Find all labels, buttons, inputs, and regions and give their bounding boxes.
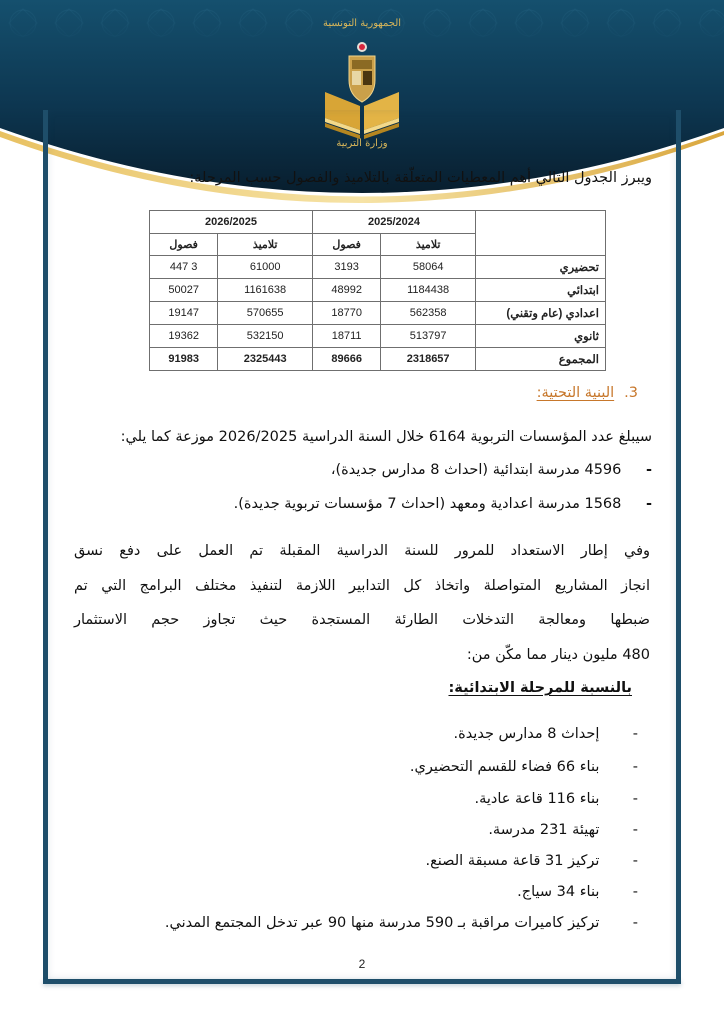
cell-classes-2025: 19147 [150,302,218,325]
list-marker: - [632,915,638,931]
table-year-header: 2025/2024 [313,211,476,234]
table-corner-cell [476,211,606,256]
bullet-item [234,496,652,512]
cell-classes-2025: 91983 [150,348,218,371]
paragraph-line: وفي إطار الاستعداد للمرور للسنة الدراسية المقبلة تم العمل على دفع نسق [74,543,650,559]
cell-students-2024: 58064 [381,256,476,279]
list-item [425,853,638,869]
primary-stage-heading: بالنسبة للمرحلة الابتدائية: [448,680,632,696]
bullet-marker: - [645,496,652,512]
table-row [150,256,606,279]
list-marker: - [632,759,638,775]
row-label: اعدادي (عام وتقني) [476,302,606,325]
cell-classes-2025: 19362 [150,325,218,348]
cell-classes-2024: 18770 [313,302,381,325]
list-item-text: إحداث 8 مدارس جديدة. [453,726,600,742]
republic-name: الجمهورية التونسية [322,18,402,29]
table-total-row [150,348,606,371]
list-marker: - [632,726,638,742]
table-header-row [150,211,606,234]
list-item-text: بناء 116 قاعة عادية. [474,791,600,807]
cell-students-2024: 2318657 [381,348,476,371]
paragraph-line: انجاز المشاريع المتواصلة واتخاذ كل التدابير اللازمة لتنفيذ مختلف البرامج التي تم [74,577,650,594]
cell-classes-2024: 48992 [313,279,381,302]
table-column-header: تلاميذ [218,234,313,256]
section-heading [537,385,638,401]
bullet-text: 4596 مدرسة ابتدائية (احداث 8 مدارس جديدة)، [330,462,622,478]
institutions-paragraph: سيبلغ عدد المؤسسات التربوية 6164 خلال السنة الدراسية 2026/2025 موزعة كما يلي: [120,429,652,445]
row-label: تحضيري [476,256,606,279]
bullet-text: 1568 مدرسة اعدادية ومعهد (احداث 7 مؤسسات تربوية جديدة). [233,496,622,512]
list-item [474,791,638,807]
cell-students-2025: 1161638 [218,279,313,302]
list-item [488,822,638,838]
cell-classes-2024: 18711 [313,325,381,348]
paragraph-line: 480 مليون دينار مما مكّن من: [466,646,650,663]
list-item-text: بناء 66 فضاء للقسم التحضيري. [409,759,600,775]
list-item-text: تركيز 31 قاعة مسبقة الصنع. [425,853,600,869]
table-column-header: تلاميذ [381,234,476,256]
row-label: ابتدائي [476,279,606,302]
section-title: البنية التحتية: [536,385,615,401]
row-label: المجموع [476,348,606,371]
list-marker: - [632,853,638,869]
cell-students-2024: 1184438 [381,279,476,302]
list-marker: - [632,884,638,900]
ministry-logo [312,18,412,148]
cell-students-2025: 570655 [218,302,313,325]
list-marker: - [632,791,638,807]
cell-students-2024: 562358 [381,302,476,325]
investment-paragraph [74,534,650,672]
list-item [410,759,638,775]
list-item-text: تركيز كاميرات مراقبة بـ 590 مدرسة منها 90 عبر تدخل المجتمع المدني. [164,915,600,931]
table-year-header: 2026/2025 [150,211,313,234]
list-item [517,884,638,900]
students-classes-table [149,210,606,371]
cell-students-2024: 513797 [381,325,476,348]
cell-students-2025: 532150 [218,325,313,348]
bullet-item [331,462,652,478]
ministry-name: وزارة التربية [336,138,388,149]
cell-students-2025: 61000 [218,256,313,279]
table-column-header: فصول [313,234,381,256]
table-row [150,302,606,325]
section-number: 3. [624,385,638,401]
cell-classes-2025: 50027 [150,279,218,302]
cell-classes-2024: 89666 [313,348,381,371]
table-intro-text: ويبرز الجدول التالي أهم المعطيات المتعلّقة بالتلاميذ والفصول حسب المرحلة: [189,170,652,186]
paragraph-line: ضبطها ومعالجة التدخلات الطارئة المستجدة حيث تجاوز حجم الاستثمار [74,612,650,628]
list-item-text: بناء 34 سياج. [517,884,600,900]
table-row [150,279,606,302]
list-item-text: تهيئة 231 مدرسة. [488,822,600,838]
list-marker: - [632,822,638,838]
bullet-marker: - [645,462,652,478]
page-frame-bottom [43,979,681,984]
table-row [150,325,606,348]
page-number: 2 [358,957,366,971]
cell-classes-2025: 3 447 [150,256,218,279]
table-column-header: فصول [150,234,218,256]
list-item [453,726,638,742]
cell-students-2025: 2325443 [218,348,313,371]
page-frame-right [676,110,681,983]
row-label: ثانوي [476,325,606,348]
cell-classes-2024: 3193 [313,256,381,279]
header-banner [0,0,724,220]
list-item [165,915,638,931]
page-frame-left [43,110,48,983]
